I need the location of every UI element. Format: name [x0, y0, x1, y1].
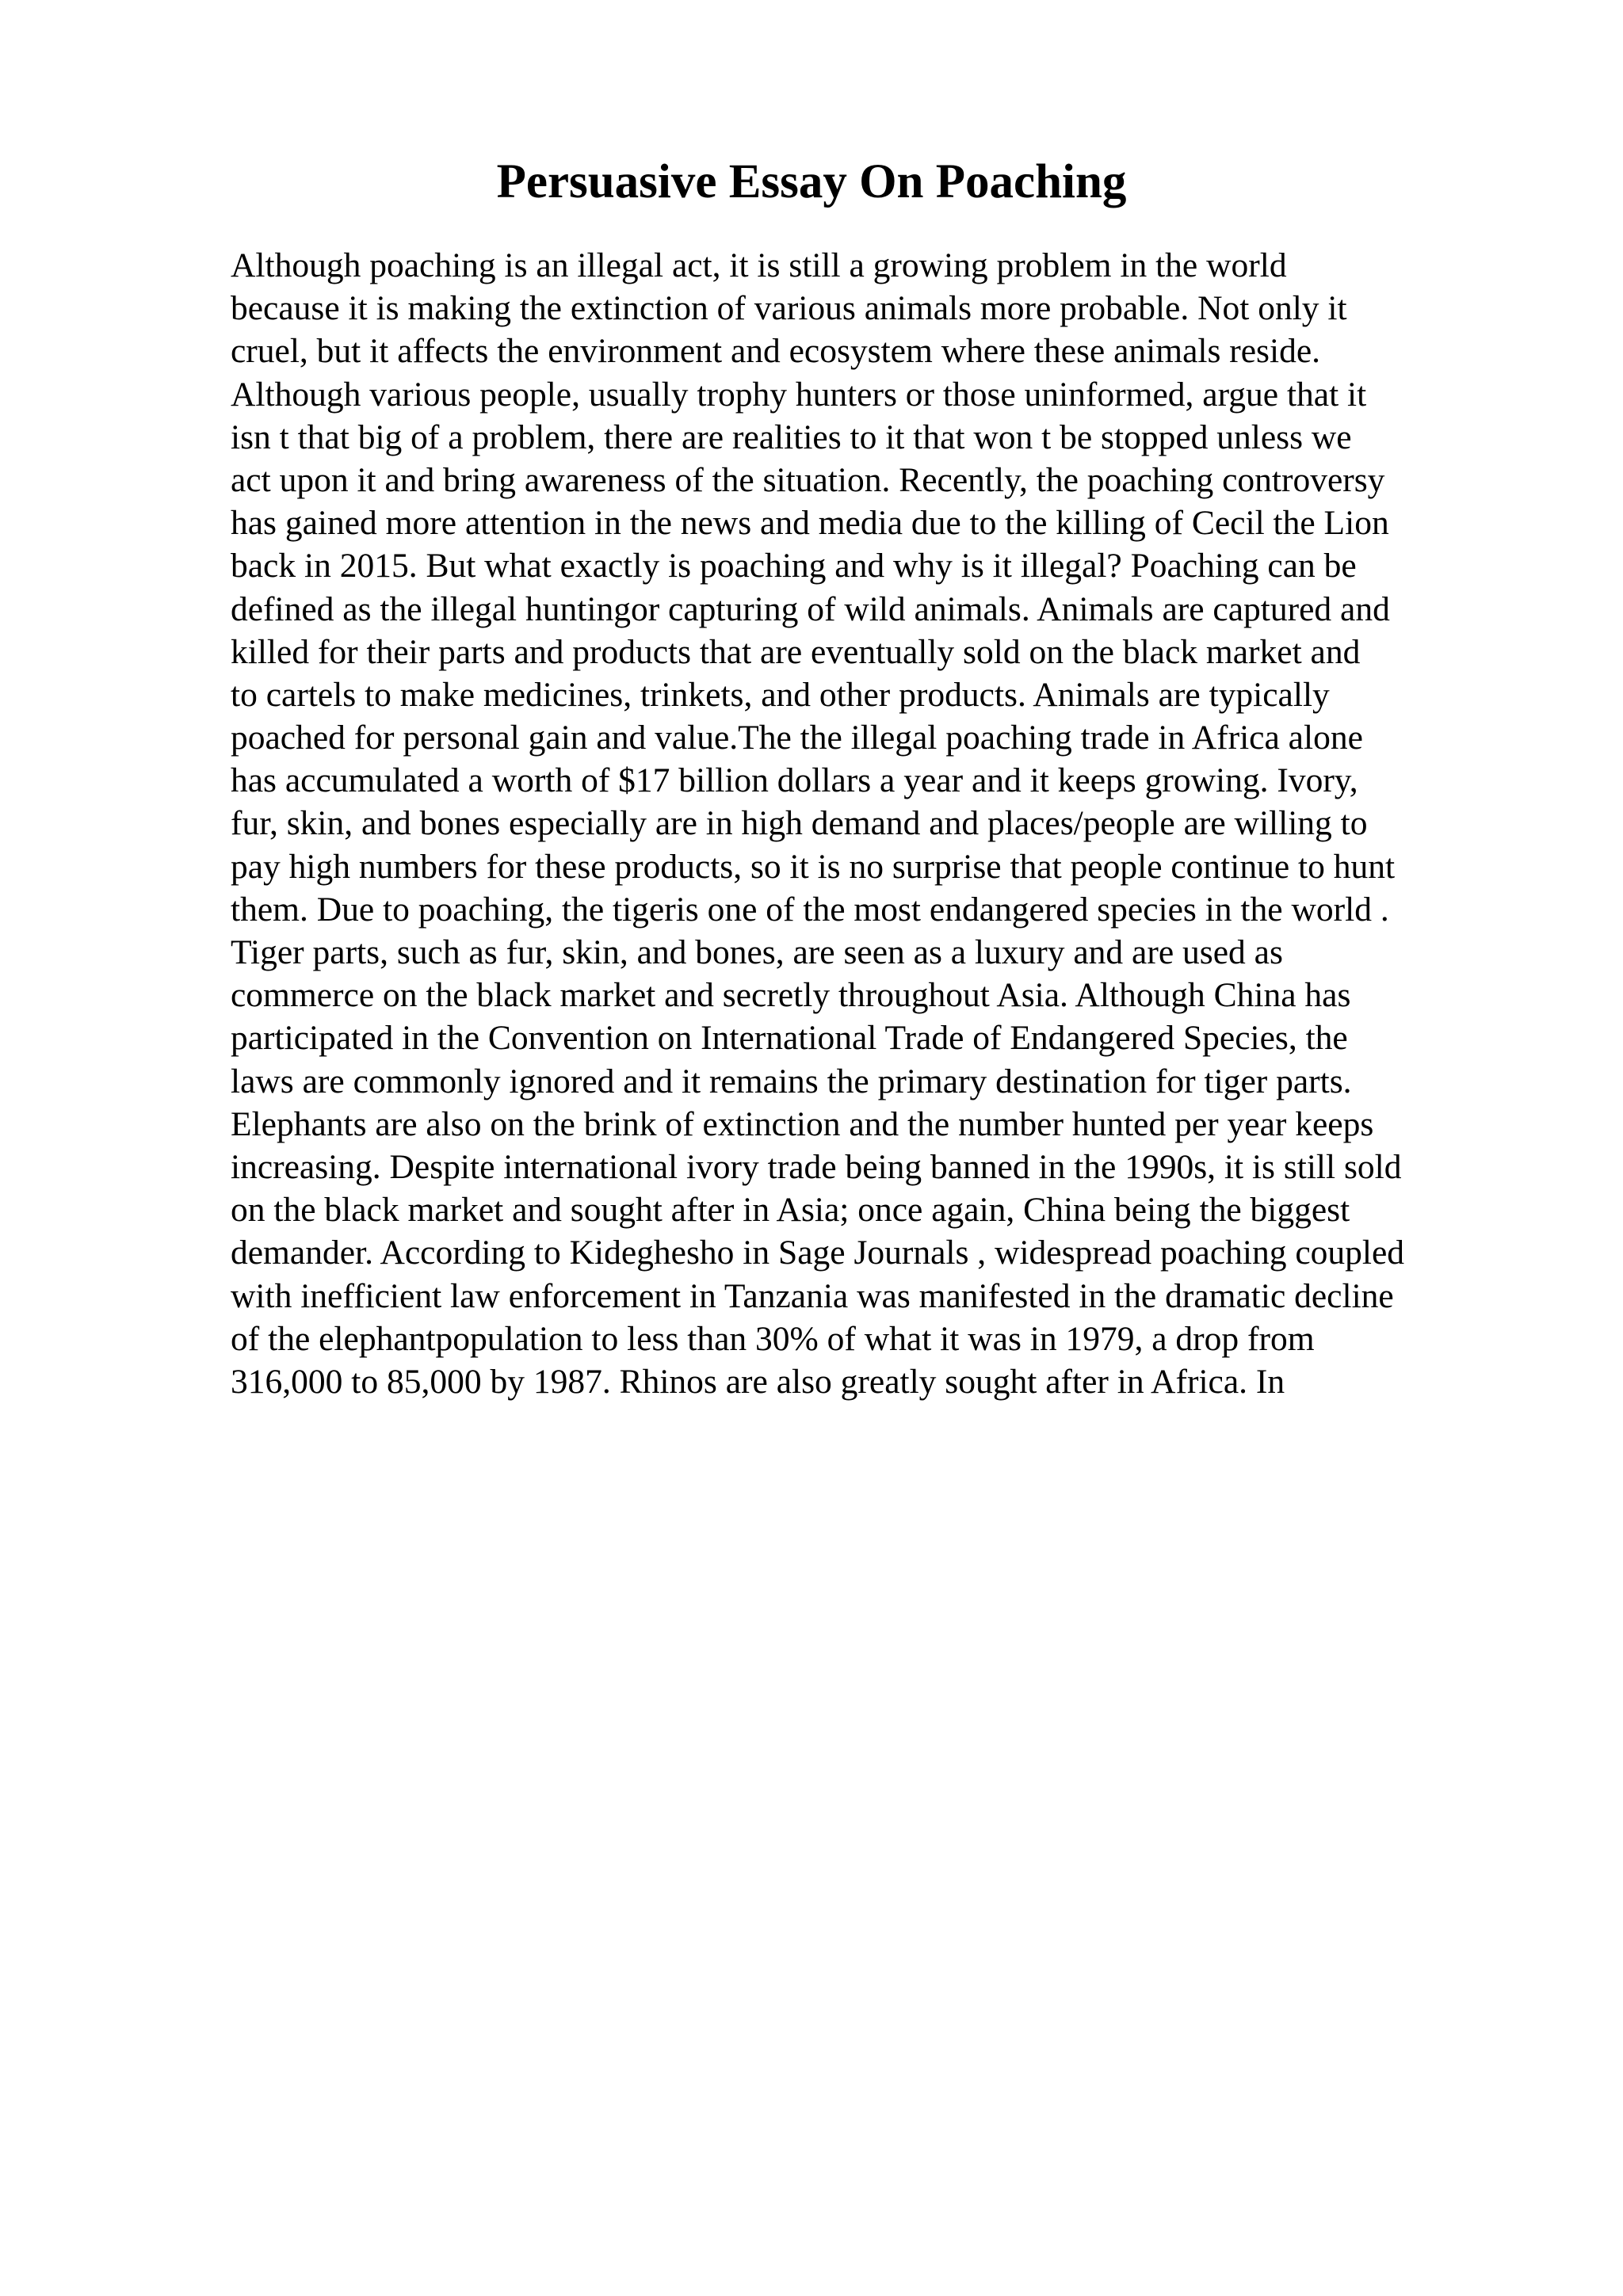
essay-line: back in 2015. But what exactly is poaching and why is it illegal? Poaching can be [231, 547, 1357, 585]
essay-line: pay high numbers for these products, so it is no surprise that people continue to hunt [231, 847, 1396, 886]
essay-line: participated in the Convention on International Trade of Endangered Species, the [231, 1019, 1348, 1058]
essay-line: on the black market and sought after in Asia; once again, China being the biggest [231, 1191, 1350, 1230]
essay-line: 316,000 to 85,000 by 1987. Rhinos are also greatly sought after in Africa. In [231, 1362, 1285, 1401]
essay-line: Although poaching is an illegal act, it is still a growing problem in the world [231, 246, 1287, 284]
essay-line: Tiger parts, such as fur, skin, and bones, are seen as a luxury and are used as [231, 933, 1283, 971]
essay-line: poached for personal gain and value.The the illegal poaching trade in Africa alone [231, 719, 1363, 757]
essay-line: them. Due to poaching, the tigeris one of the most endangered species in the world . [231, 890, 1389, 929]
essay-line: fur, skin, and bones especially are in high demand and places/people are willing to [231, 804, 1368, 843]
essay-line: because it is making the extinction of various animals more probable. Not only it [231, 289, 1347, 328]
essay-line: increasing. Despite international ivory trade being banned in the 1990s, it is still sold [231, 1147, 1402, 1186]
essay-line: commerce on the black market and secretly throughout Asia. Although China has [231, 976, 1351, 1015]
essay-line: has accumulated a worth of $17 billion dollars a year and it keeps growing. Ivory, [231, 761, 1358, 800]
essay-line: act upon it and bring awareness of the situation. Recently, the poaching controversy [231, 460, 1385, 499]
essay-line: to cartels to make medicines, trinkets, and other products. Animals are typically [231, 675, 1330, 714]
essay-line: Although various people, usually trophy hunters or those uninformed, argue that it [231, 375, 1367, 414]
essay-line: cruel, but it affects the environment and ecosystem where these animals reside. [231, 332, 1321, 371]
essay-line: with inefficient law enforcement in Tanzania was manifested in the dramatic decline [231, 1276, 1394, 1315]
essay-line: demander. According to Kideghesho in Sage Journals , widespread poaching coupled [231, 1234, 1405, 1272]
essay-line: killed for their parts and products that are eventually sold on the black market and [231, 632, 1361, 671]
essay-body [231, 244, 1499, 1403]
essay-line: has gained more attention in the news and media due to the killing of Cecil the Lion [231, 504, 1389, 543]
essay-line: defined as the illegal huntingor capturing of wild animals. Animals are captured and [231, 589, 1390, 628]
essay-line: Elephants are also on the brink of extinction and the number hunted per year keeps [231, 1104, 1374, 1143]
document-title: Persuasive Essay On Poaching [496, 155, 1127, 208]
essay-line: isn t that big of a problem, there are realities to it that won t be stopped unless we [231, 418, 1352, 456]
essay-line: of the elephantpopulation to less than 30% of what it was in 1979, a drop from [231, 1319, 1315, 1358]
essay-line: laws are commonly ignored and it remains the primary destination for tiger parts. [231, 1062, 1352, 1100]
